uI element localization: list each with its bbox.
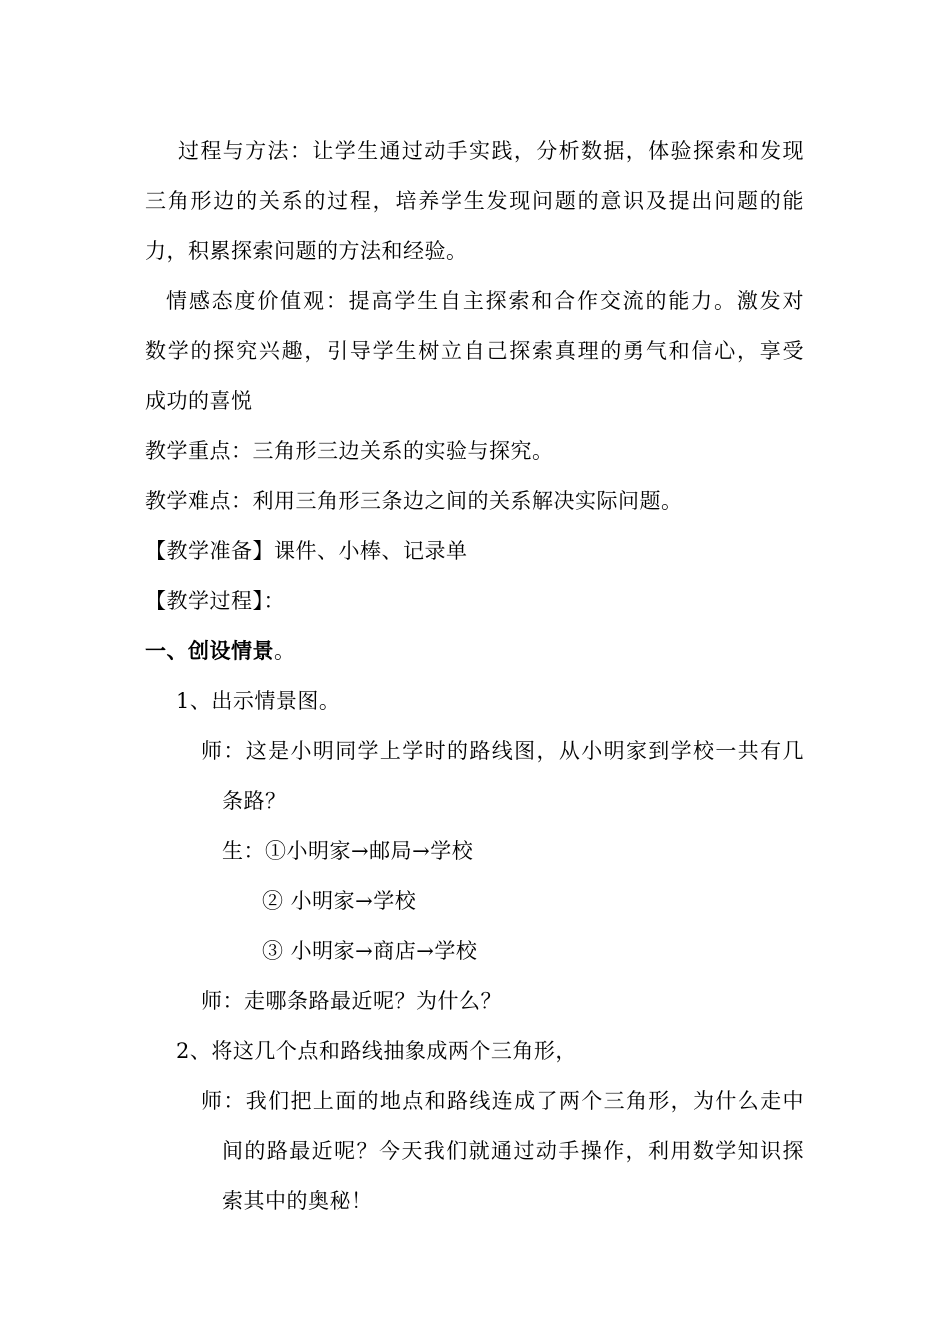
teacher-explain-line-2: 间的路最近呢？今天我们就通过动手操作，利用数学知识探 — [222, 1139, 804, 1163]
section-heading-1-punct: 。 — [274, 639, 296, 663]
teacher-explain-line-1: 师：我们把上面的地点和路线连成了两个三角形，为什么走中 — [201, 1089, 804, 1113]
paragraph-process-line-3: 力，积累探索问题的方法和经验。 — [145, 239, 468, 263]
teaching-preparation: 【教学准备】课件、小棒、记录单 — [145, 539, 468, 563]
section-heading-1-text: 一、创设情景 — [145, 638, 274, 663]
paragraph-attitude-line-1: 情感态度价值观：提高学生自主探索和合作交流的能力。激发对 — [166, 289, 804, 313]
student-answer-1: 生：①小明家→邮局→学校 — [222, 839, 474, 863]
teaching-key-point: 教学重点：三角形三边关系的实验与探究。 — [145, 439, 554, 463]
section-heading-1 — [145, 636, 296, 666]
paragraph-process-line-2: 三角形边的关系的过程，培养学生发现问题的意识及提出问题的能 — [145, 189, 804, 213]
student-answer-3: ③ 小明家→商店→学校 — [262, 939, 478, 963]
teacher-question-line-2: 条路？ — [222, 789, 287, 813]
teacher-question-nearest: 师：走哪条路最近呢？为什么？ — [201, 989, 502, 1013]
step-1-heading: 1、出示情景图。 — [176, 689, 341, 713]
paragraph-attitude-line-2: 数学的探究兴趣，引导学生树立自己探索真理的勇气和信心，享受 — [145, 339, 804, 363]
paragraph-attitude-line-3: 成功的喜悦 — [145, 389, 253, 413]
teaching-difficulty: 教学难点：利用三角形三条边之间的关系解决实际问题。 — [145, 489, 683, 513]
step-2-heading: 2、将这几个点和路线抽象成两个三角形， — [176, 1039, 577, 1063]
student-answer-2: ② 小明家→学校 — [262, 889, 417, 913]
teacher-question-line-1: 师：这是小明同学上学时的路线图，从小明家到学校一共有几 — [201, 739, 804, 763]
paragraph-process-line-1: 过程与方法：让学生通过动手实践，分析数据，体验探索和发现 — [178, 139, 804, 163]
teacher-explain-line-3: 索其中的奥秘！ — [222, 1189, 373, 1213]
teaching-process-heading: 【教学过程】： — [145, 589, 285, 613]
